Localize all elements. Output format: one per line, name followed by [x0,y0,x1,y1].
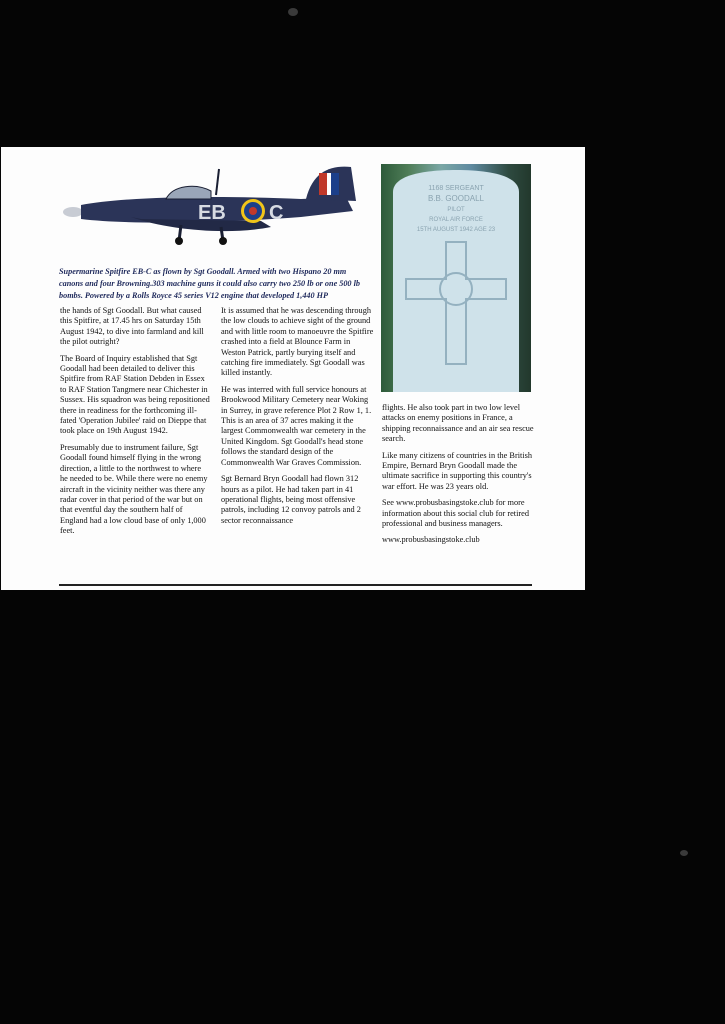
squadron-code: EB [198,202,226,224]
headstone-line: PILOT [447,207,465,213]
aircraft-letter: C [269,202,284,224]
paragraph: The Board of Inquiry established that Sgt Goodall had been detailed to deliver this Spitfire from RAF Station Debden in Essex to RAF Station Tangmere near Chichester in Sussex. His squadron was being repositioned there in readiness for the forthcoming ill-fated 'Operation Jubilee' raid on Dieppe that took place on 19th August 1942. [60,353,210,436]
paragraph: He was interred with full service honours at Brookwood Military Cemetery near Woking in Surrey, in grave reference Plot 2 Row 1, 1. This is an area of 37 acres making it the largest Commonwealth war cemetery in the United Kingdom. Sgt Goodall's head stone follows the standard design of the Commonwealth War Graves Commission. [221,384,372,467]
cockpit-canopy [166,186,211,199]
paragraph: the hands of Sgt Goodall. But what caused this Spitfire, at 17.45 hrs on Saturday 15th August 1942, to dive into farmland and kill the pilot outright? [60,306,204,347]
headstone-line: 15TH AUGUST 1942 AGE 23 [416,227,496,233]
headstone-line: 1168 SERGEANT [428,185,484,192]
paragraph: Presumably due to instrument failure, Sgt Goodall found himself flying in the wrong direction, a little to the northwest to where he needed to be. While there were no enemy aircraft in the vicinity neither was there any radar cover in that period of the war but on that eventful day the southern half of England had a low cloud base of only 1,000 feet. [60,442,208,536]
propeller-spinner [63,207,83,217]
website-link[interactable]: www.probusbasingstoke.club [382,535,480,545]
scan-speck [680,850,688,856]
spitfire-image [61,161,361,247]
paragraph: Like many citizens of countries in the British Empire, Bernard Bryn Goodall made the ultimate sacrifice in supporting this country's war effort. He was 23 years old. [382,450,533,491]
headstone-photo [381,164,531,392]
fin-flash-blue [331,173,339,195]
radio-mast [216,169,219,195]
scan-speck [288,8,298,16]
paragraph: Sgt Bernard Bryn Goodall had flown 312 hours as a pilot. He had taken part in 41 operational flights, being most offensive patrols, including 12 convoy patrols and 2 sector reconnaissance [221,474,361,525]
image-caption: Supermarine Spitfire EB-C as flown by Sgt Goodall. Armed with two Hispano 20 mm canons and four Browning.303 machine guns it could also carry two 250 lb or one 500 lb bombs. Powered by a Rolls Royce 45 series V12 engine that developed 1,440 HP [59,267,360,300]
headstone-line: ROYAL AIR FORCE [429,217,483,223]
article-column-2 [221,306,376,532]
headstone-image [381,164,531,392]
headstone-line: B.B. GOODALL [427,194,485,203]
fin-flash-white [327,173,331,195]
article-column-3 [382,403,534,552]
paragraph: It is assumed that he was descending through the low clouds to achieve sight of the ground and with little room to manoeuvre the Spitfire crashed into a field at Blounce Farm in Weston Patrick, partly burying itself and catching fire immediately. Sgt Goodall was killed instantly. [221,306,374,378]
article-column-1 [60,306,210,543]
paragraph: See www.probusbasingstoke.club for more information about this social club for retired professional and business managers. [382,498,529,529]
newsletter-page [1,147,585,590]
wheel [175,237,183,245]
roundel-red [249,207,257,215]
fin-flash-red [319,173,327,195]
headstone-slab [393,170,519,392]
bottom-rule [59,584,532,586]
wheel [219,237,227,245]
paragraph: flights. He also took part in two low level attacks on enemy positions in France, a shipping reconnaissance and an air sea rescue search. [382,403,534,444]
